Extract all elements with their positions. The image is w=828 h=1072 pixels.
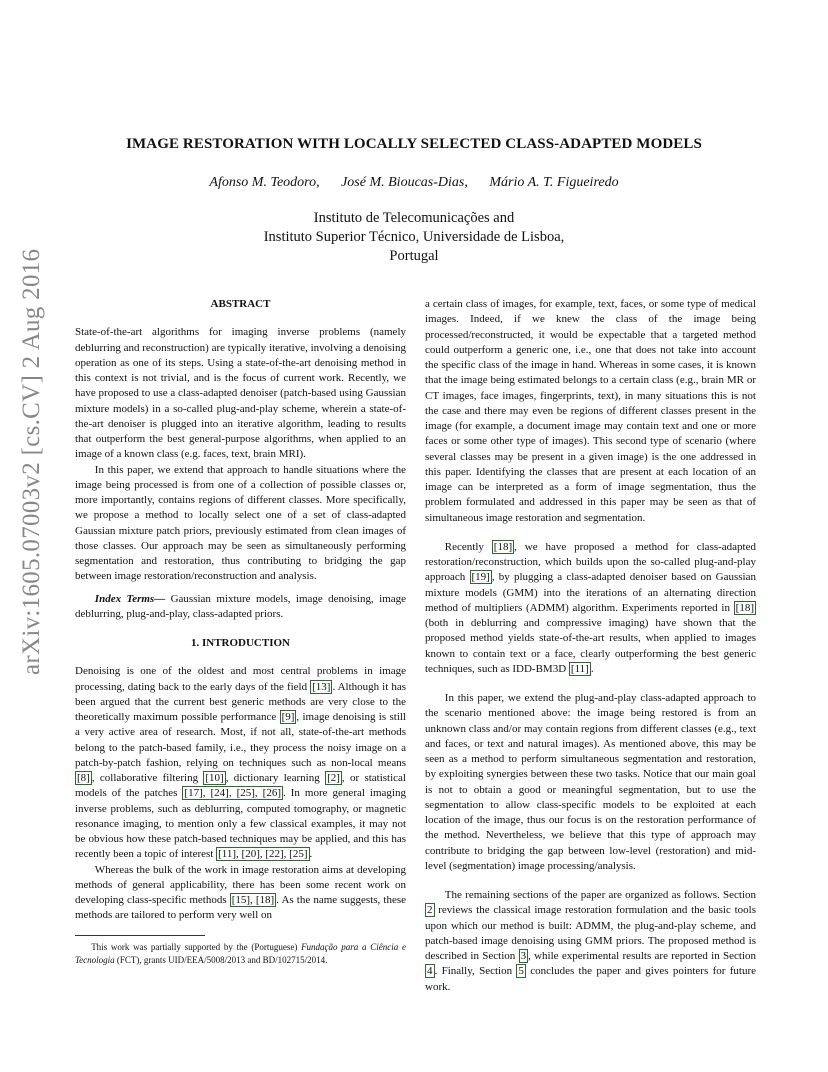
text-run: (both in deblurring and compressive imaging) have shown that the proposed method yields state-of-the-art results, when applied to images known to contain text or a face, clearly outperforming the best generic techniques, such as IDD-BM3D	[425, 617, 756, 675]
citation-link[interactable]: [11]	[570, 662, 589, 675]
affiliation-line: Instituto de Telecomunicações and	[313, 210, 515, 226]
abstract-heading: ABSTRACT	[210, 298, 271, 310]
citation-link[interactable]: [11], [20], [22], [25]	[218, 848, 308, 861]
text-run: , we have proposed a method for class-adapted restoration/reconstruction, which builds upon the so-called plug-and-play approach	[425, 540, 756, 584]
text-run: , dictionary learning	[225, 772, 326, 784]
citation-link[interactable]: [15], [18]	[231, 894, 275, 906]
section-link[interactable]: 5	[518, 965, 524, 978]
text-run: , image denoising is still a very active area of research. Most, if not all, state-of-the-art methods belong to the patch-based family, i.e., they process the noisy image on a patch-by-patch fashion, relying on techniques such as non-local means	[75, 711, 406, 769]
abstract-paragraph: State-of-the-art algorithms for imaging inverse problems (namely deblurring and reconstruction) are typically iterative, involving a denoising operation as one of its steps. Using a state-of-the-art denoising method in this context is not trivial, and is the focus of current work. Recently, we have proposed to use a class-adapted denoiser (patch-based using Gaussian mixture models) in a so-called plug-and-play scheme, wherein a state-of-the-art denoiser is plugged into an iterative algorithm, leading to results that outperform the best general-purpose algorithms, when applied to an image of a known class (e.g. faces, text, brain MRI).	[75, 326, 406, 461]
body-paragraph	[425, 540, 756, 677]
left-column	[75, 297, 406, 924]
index-terms-list: Gaussian mixture models, image denoising, image deblurring, plug-and-play, class-adapted priors.	[75, 592, 406, 620]
citation-link[interactable]: [19]	[471, 571, 490, 584]
text-run: Whereas the bulk of the work in image restoration aims at developing methods of general applicability, there has been some recent work on developing class-specific methods	[75, 863, 406, 906]
citation-link[interactable]: [18]	[493, 540, 513, 553]
text-run: , or statistical models of the patches	[75, 772, 406, 800]
funding-agency: Fundação para a Ciência e Tecnologia	[75, 942, 406, 965]
intro-paragraph	[75, 863, 406, 924]
text-run: , by plugging a class-adapted denoiser based on Gaussian mixture models (GMM) into the iterations of an alternating direction method of multipliers (ADMM) algorithm. Experiments reported in	[425, 571, 757, 614]
author-3: Mário A. T. Figueiredo	[489, 175, 619, 190]
affiliation-line: Portugal	[389, 248, 439, 264]
text-run: .	[309, 848, 313, 861]
text-run: .	[590, 662, 594, 675]
index-terms-label: Index Terms—	[94, 592, 166, 605]
section-link[interactable]: 3	[520, 950, 527, 962]
text-run: . Although it has been argued that the current best generic methods are very close to the theoretically maximum possible performance	[75, 680, 406, 723]
citation-link[interactable]: [10]	[205, 772, 224, 784]
text-run: , collaborative filtering	[91, 772, 204, 784]
body-paragraph: In this paper, we extend the plug-and-play class-adapted approach to the scenario mentioned above: the image being restored is from an unknown class and/or may contain regions from different classes (e.g., text and faces, or text and natural images). As mentioned above, this may be seen as a method to perform simultaneous segmentation and restoration, by exploiting synergies between these two tasks. Notice that our main goal is not to obtain a good or meaningful segmentation, but to use the segmentation to allow class-specific models to be exploited at each location of the image, thus our focus is on the restoration performance of the method. Nevertheless, we believe that this type of approach may contribute to bridging the gap between low-level (restoration) and mid-level (segmentation) image processing/analysis.	[425, 692, 756, 872]
citation-link[interactable]: [9]	[281, 711, 295, 723]
text-run: . As the name suggests, these methods are tailored to perform very well on	[75, 894, 407, 922]
citation-link[interactable]: [18]	[735, 601, 754, 614]
right-column	[425, 297, 756, 995]
affiliation	[0, 209, 828, 266]
text-run: reviews the classical image restoration formulation and the basic tools upon which our method is built: ADMM, the plug-and-play scheme, and patch-based image denoising using GMM priors. The proposed method is described in Section	[425, 904, 756, 962]
footnote-rule	[75, 935, 205, 936]
text-run: The remaining sections of the paper are organized as follows. Section	[444, 889, 756, 901]
text-run: . Finally, Section	[434, 965, 517, 978]
body-paragraph: a certain class of images, for example, text, faces, or some type of medical images. Indeed, if we knew the class of the image being processed/reconstructed, it would be expectable that a targeted method could outperform a generic one, i.e., one that does not take into account the specific class of the image in hand. Whereas in some cases, it is known that the image being estimated belongs to a certain class (e.g., brain MR or CT images, face images, fingerprints, text), in many situations this is not the case and there may even be regions of different classes present in the image (for example, a document image may contain text and one or more faces or some other type of images). This second type of scenario (where several classes may be present in a given image) is the one addressed in this paper. Identifying the classes that are present at each location of an image can be interpreted as a form of image segmentation, thus the problem formulated and addressed in this paper may be seen as that of simultaneous image restoration and segmentation.	[425, 298, 756, 524]
intro-heading: 1. INTRODUCTION	[190, 637, 290, 649]
author-2: José M. Bioucas-Dias,	[341, 175, 468, 190]
index-terms	[75, 592, 406, 623]
citation-link[interactable]: [13]	[312, 680, 331, 693]
text-run: Recently	[444, 540, 492, 553]
text-run: (FCT), grants UID/EEA/5008/2013 and BD/102715/2014.	[114, 954, 328, 965]
author-1: Afonso M. Teodoro,	[209, 175, 320, 190]
paper-title: IMAGE RESTORATION WITH LOCALLY SELECTED CLASS-ADAPTED MODELS	[126, 136, 702, 152]
section-link[interactable]: 2	[427, 904, 433, 917]
section-link[interactable]: 4	[427, 965, 433, 978]
body-paragraph	[425, 888, 756, 995]
author-list	[0, 175, 828, 191]
arxiv-identifier: arXiv:1605.07003v2 [cs.CV] 2 Aug 2016	[18, 248, 45, 675]
affiliation-line: Instituto Superior Técnico, Universidade de Lisboa,	[263, 229, 565, 245]
text-run: concludes the paper and gives pointers for future work.	[425, 965, 756, 993]
text-run: This work was partially supported by the (Portuguese)	[91, 942, 302, 952]
citation-link[interactable]: [2]	[327, 772, 340, 784]
intro-paragraph	[75, 664, 406, 862]
text-run: , while experimental results are reported in Section	[528, 950, 757, 962]
citation-link[interactable]: [8]	[77, 772, 90, 784]
text-run: . In more general imaging inverse problems, such as deblurring, computed tomography, or magnetic resonance imaging, to mention only a few classical examples, it may not be obvious how these patch-based techniques may be applied, and this has recently been a topic of interest	[75, 787, 406, 861]
abstract-paragraph: In this paper, we extend that approach to handle situations where the image being processed is from one of a collection of possible classes or, more importantly, contains regions of different classes. More specifically, we propose a method to locally select one of a set of class-adapted Gaussian mixture patch priors, previously estimated from clean images of those classes. Our approach may be seen as simultaneously performing segmentation and restoration, thus contributing to bridging the gap between image restoration/reconstruction and analysis.	[75, 463, 406, 583]
citation-link[interactable]: [17], [24], [25], [26]	[184, 787, 281, 800]
footnote	[75, 941, 406, 966]
text-run: Denoising is one of the oldest and most central problems in image processing, dating back to the early days of the field	[75, 665, 406, 693]
